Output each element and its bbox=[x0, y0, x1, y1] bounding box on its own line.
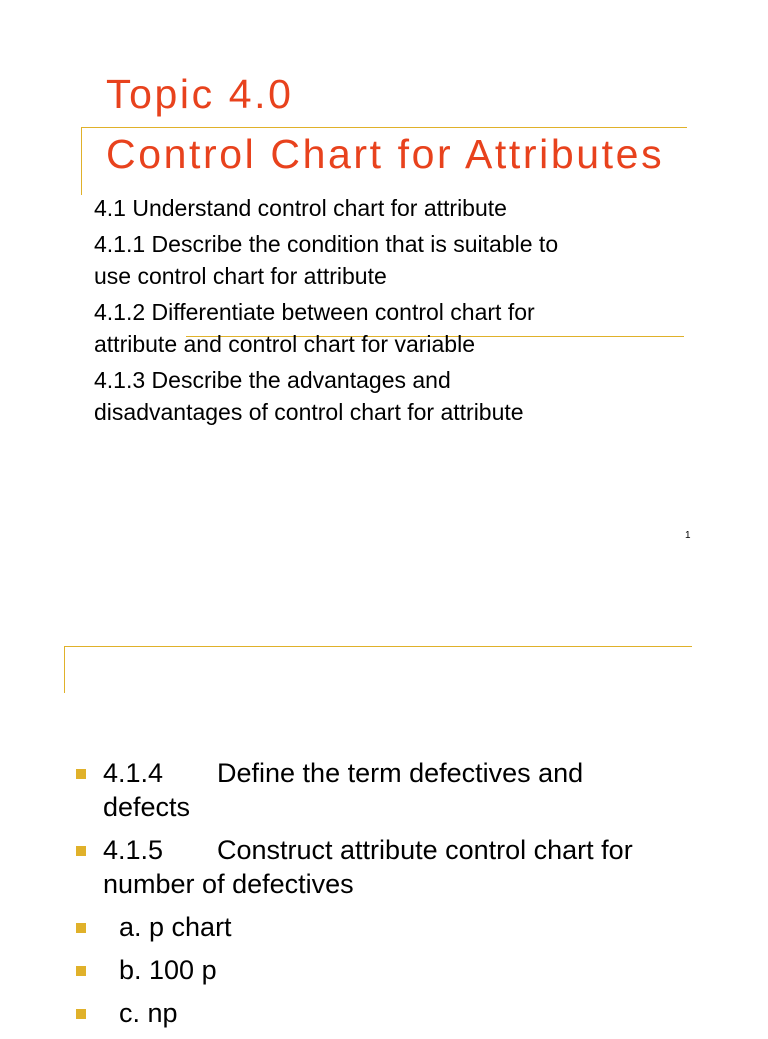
bullet-item bbox=[76, 953, 676, 987]
bullet-text: c. np bbox=[119, 998, 178, 1028]
title-divider-horizontal bbox=[81, 127, 687, 128]
square-bullet-icon bbox=[76, 769, 86, 779]
slide-title-line-2: Control Chart for Attributes bbox=[106, 131, 665, 177]
bullet-text: Define the term defectives and defects bbox=[103, 758, 584, 822]
objective-item: 4.1 Understand control chart for attribute bbox=[94, 195, 507, 221]
square-bullet-icon bbox=[76, 923, 86, 933]
bullet-code: 4.1.5 bbox=[103, 835, 164, 865]
bullet-code: 4.1.4 bbox=[103, 758, 164, 788]
objective-item: 4.1.1 Describe the condition that is suitable to use control chart for attribute bbox=[94, 231, 559, 289]
slide-2 bbox=[0, 560, 768, 1028]
objective-item: 4.1.3 Describe the advantages and disadvantages of control chart for attribute bbox=[94, 367, 524, 425]
slide-title-line-1: Topic 4.0 bbox=[106, 71, 294, 117]
square-bullet-icon bbox=[76, 846, 86, 856]
title-divider-vertical bbox=[81, 127, 82, 195]
bullet-item bbox=[76, 833, 676, 901]
bullet-text: Construct attribute control chart for number of defectives bbox=[103, 835, 633, 899]
slide-number: 1 bbox=[685, 530, 691, 541]
bullet-text: a. p chart bbox=[119, 912, 232, 942]
bullet-item bbox=[76, 996, 676, 1030]
bullet-item bbox=[76, 756, 676, 824]
bullet-list bbox=[76, 756, 676, 1039]
objective-item: 4.1.2 Differentiate between control chart for attribute and control chart for variable bbox=[94, 299, 535, 357]
square-bullet-icon bbox=[76, 966, 86, 976]
title-divider-vertical bbox=[64, 646, 65, 693]
title-divider-horizontal bbox=[64, 646, 692, 647]
square-bullet-icon bbox=[76, 1009, 86, 1019]
bullet-item bbox=[76, 910, 676, 944]
bullet-text: b. 100 p bbox=[119, 955, 217, 985]
objectives-list bbox=[94, 192, 594, 432]
